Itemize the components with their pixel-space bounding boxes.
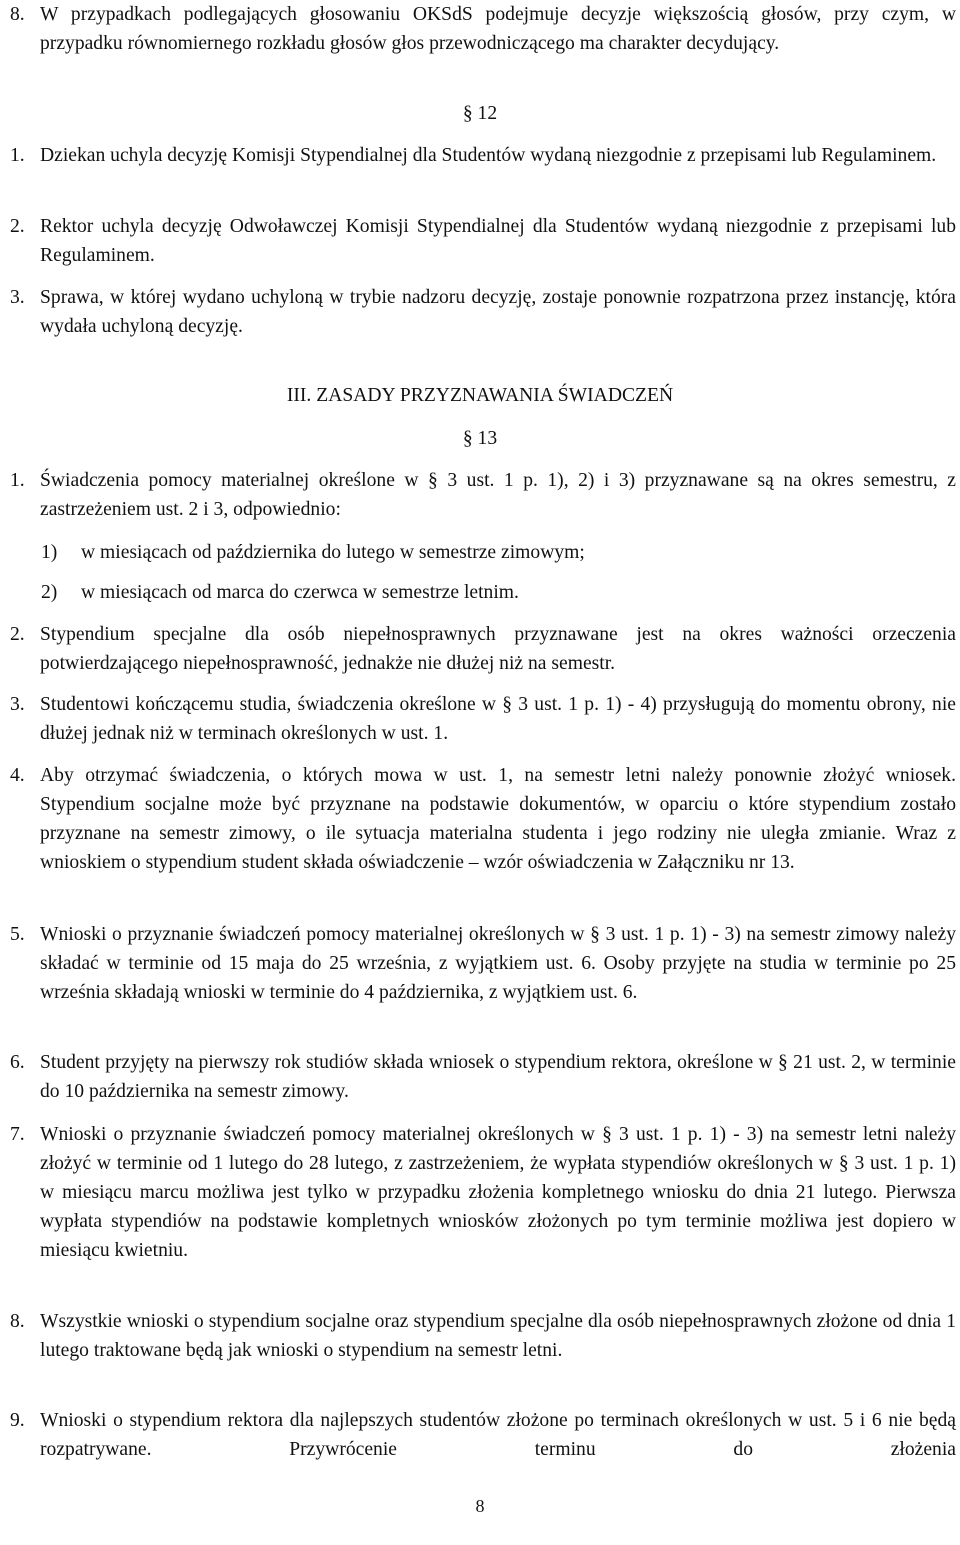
paragraph-text: Sprawa, w której wydano uchyloną w trybie nadzoru decyzję, zostaje ponownie rozpatrzona przez instancję, która wydała uchyloną decyzję.	[40, 287, 956, 337]
s13-paragraph-8	[10, 1307, 956, 1365]
list-item-number: 2)	[41, 582, 58, 603]
paragraph-number: 1.	[10, 145, 25, 166]
s13-paragraph-4	[10, 761, 956, 877]
paragraph-number: 2.	[10, 624, 25, 645]
s13-paragraph-3	[10, 690, 956, 748]
paragraph-text: Świadczenia pomocy materialnej określone w § 3 ust. 1 p. 1), 2) i 3) przyznawane są na okres semestru, z zastrzeżeniem ust. 2 i 3, odpowiednio:	[40, 470, 956, 520]
paragraph-text: Stypendium specjalne dla osób niepełnosprawnych przyznawane jest na okres ważności orzeczenia potwierdzającego niepełnosprawność, jednakże nie dłużej niż na semestr.	[40, 624, 956, 674]
paragraph-text: W przypadkach podlegających głosowaniu OKSdS podejmuje decyzje większością głosów, przy czym, w przypadku równomiernego rozkładu głosów głos przewodniczącego ma charakter decydujący.	[40, 4, 956, 54]
paragraph-number: 3.	[10, 694, 25, 715]
paragraph-number: 7.	[10, 1124, 25, 1145]
paragraph-text: Student przyjęty na pierwszy rok studiów składa wniosek o stypendium rektora, określone w § 21 ust. 2, w terminie do 10 października na semestr zimowy.	[40, 1052, 956, 1102]
paragraph-number: 2.	[10, 216, 25, 237]
list-item-text: w miesiącach od października do lutego w semestrze zimowym;	[81, 542, 585, 563]
paragraph-number: 6.	[10, 1052, 25, 1073]
list-item-text: w miesiącach od marca do czerwca w semestrze letnim.	[81, 582, 519, 603]
paragraph-number: 8.	[10, 4, 25, 25]
paragraph-text: Wszystkie wnioski o stypendium socjalne oraz stypendium specjalne dla osób niepełnosprawnych złożone od dnia 1 lutego traktowane będą jak wnioski o stypendium na semestr letni.	[40, 1311, 956, 1361]
s13-paragraph-7	[10, 1120, 956, 1265]
paragraph-number: 5.	[10, 924, 25, 945]
s12-paragraph-1	[10, 141, 956, 170]
s13-paragraph-5	[10, 920, 956, 1007]
chapter-title: III. ZASADY PRZYZNAWANIA ŚWIADCZEŃ	[286, 385, 674, 406]
s13-paragraph-9	[10, 1406, 956, 1464]
paragraph-8	[10, 0, 956, 58]
paragraph-text: Rektor uchyla decyzję Odwoławczej Komisji Stypendialnej dla Studentów wydaną niezgodnie z przepisami lub Regulaminem.	[40, 216, 956, 266]
s12-paragraph-2	[10, 212, 956, 270]
s12-paragraph-3	[10, 283, 956, 341]
s13-paragraph-1	[10, 466, 956, 524]
paragraph-number: 8.	[10, 1311, 25, 1332]
paragraph-text: Wnioski o przyznanie świadczeń pomocy materialnej określonych w § 3 ust. 1 p. 1) - 3) na semestr letni należy złożyć w terminie od 1 lutego do 28 lutego, z zastrzeżeniem, że wypłata stypendiów określonych w § 3 ust. 1 p. 1) w miesiącu marcu możliwa jest tylko w przypadku złożenia kompletnego wniosku do dnia 21 lutego. Pierwsza wypłata stypendiów na podstawie kompletnych wniosków złożonych po tym terminie możliwa jest dopiero w miesiącu kwietniu.	[40, 1124, 956, 1261]
paragraph-text: Wnioski o przyznanie świadczeń pomocy materialnej określonych w § 3 ust. 1 p. 1) - 3) na semestr zimowy należy składać w terminie od 15 maja do 25 września, z wyjątkiem ust. 6. Osoby przyjęte na studia w terminie po 25 września składają wnioski w terminie do 4 października, z wyjątkiem ust. 6.	[40, 924, 956, 1003]
paragraph-text: Studentowi kończącemu studia, świadczenia określone w § 3 ust. 1 p. 1) - 4) przysługują do momentu obrony, nie dłużej jednak niż w terminach określonych w ust. 1.	[40, 694, 956, 744]
page-number: 8	[475, 1496, 485, 1516]
paragraph-number: 9.	[10, 1410, 25, 1431]
s13-paragraph-6	[10, 1048, 956, 1106]
paragraph-text: Aby otrzymać świadczenia, o których mowa w ust. 1, na semestr letni należy ponownie złożyć wniosek. Stypendium socjalne może być przyznane na podstawie dokumentów, w oparciu o które stypendium zostało przyznane na semestr zimowy, o ile sytuacja materialna studenta i jego rodziny nie uległa zmianie. Wraz z wnioskiem o stypendium student składa oświadczenie – wzór oświadczenia w Załączniku nr 13.	[40, 765, 956, 873]
paragraph-text: Dziekan uchyla decyzję Komisji Stypendialnej dla Studentów wydaną niezgodnie z przepisami lub Regulaminem.	[40, 145, 937, 166]
paragraph-number: 1.	[10, 470, 25, 491]
paragraph-text: Wnioski o stypendium rektora dla najlepszych studentów złożone po terminach określonych w ust. 5 i 6 nie będą rozpatrywane. Przywrócenie terminu do złożenia	[40, 1410, 956, 1460]
paragraph-number: 3.	[10, 287, 25, 308]
section-heading-13: § 13	[462, 428, 498, 449]
paragraph-number: 4.	[10, 765, 25, 786]
list-item-number: 1)	[41, 542, 58, 563]
s13-paragraph-2	[10, 620, 956, 678]
section-heading-12: § 12	[462, 103, 498, 124]
